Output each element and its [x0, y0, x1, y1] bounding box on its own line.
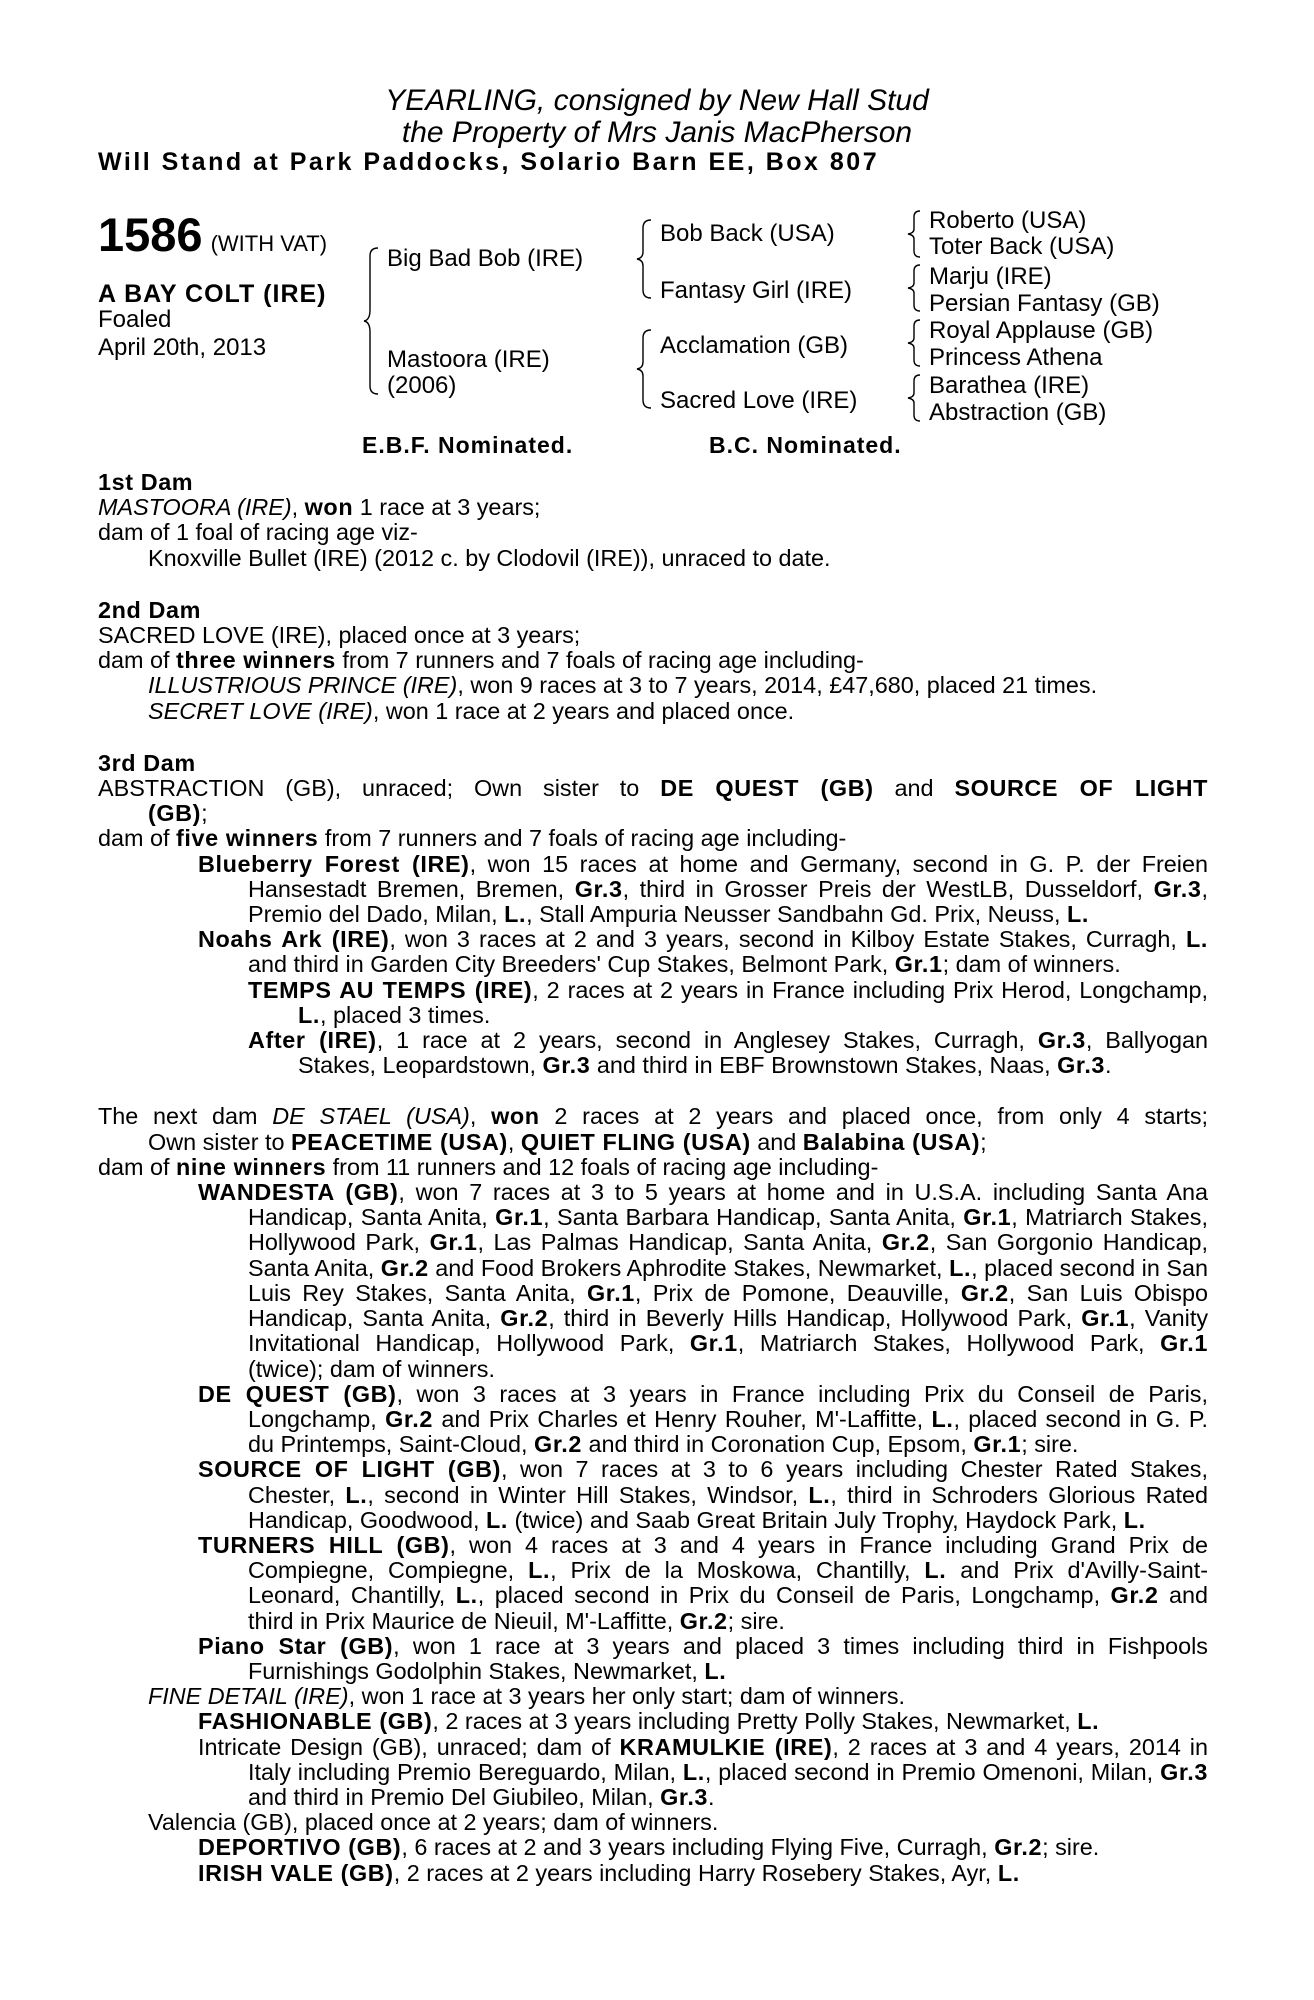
text: , 6 races at 2 and 3 years including Flying Five, Curragh, [401, 1834, 995, 1861]
text: Hollywood Park, [900, 1305, 1082, 1332]
text: , San Luis Obispo Handicap, Santa Anita, [248, 1279, 1209, 1332]
text: and Food Brokers Aphrodite Stakes, Newmarket, [428, 1254, 950, 1281]
text: , Stall Ampuria Neusser Sandbahn Gd. Prix, Neuss, [526, 901, 1067, 928]
text: , Las Palmas Handicap, Santa Anita, [477, 1229, 882, 1256]
winners-count: nine winners [176, 1153, 327, 1180]
next-dam-line-2 [98, 1130, 1208, 1155]
grade: L. [808, 1481, 831, 1508]
horse-name: IRISH VALE (GB) [198, 1859, 394, 1886]
grade: Gr.3 [1160, 1758, 1208, 1785]
grade: L. [455, 1582, 478, 1609]
text: , Matriarch [737, 1330, 858, 1357]
entry-turners-hill [98, 1533, 1208, 1634]
horse-name: Balabina (USA) [802, 1128, 981, 1155]
grade: Gr.2 [1110, 1582, 1159, 1609]
text: Chester, [248, 1481, 346, 1508]
pedigree-sire: Big Bad Bob (IRE) [387, 245, 584, 272]
text: , won 15 races at home and Germany, second in G. P. der Freien [469, 850, 1208, 877]
text: Leonard, Chantilly, [248, 1582, 456, 1609]
text: from 7 runners and 7 foals of racing age including- [335, 647, 864, 674]
pedigree-brace-gen3-1 [906, 209, 924, 259]
text: , [507, 1128, 521, 1155]
text: Hansestadt Bremen, Bremen, [248, 875, 575, 902]
horse-name: Noahs Ark (IRE) [198, 926, 390, 953]
horse-name: PEACETIME (USA) [290, 1128, 508, 1155]
text: , won 3 races at 3 years in France including Prix du Conseil de Paris, [396, 1380, 1208, 1407]
text: , won 3 races at 2 and 3 years, second in Kilboy Estate Stakes, Curragh, [389, 926, 1177, 953]
entry-irish-vale [98, 1861, 1208, 1886]
horse-name: TEMPS AU TEMPS (IRE) [248, 976, 533, 1003]
lot-number-value: 1586 [98, 208, 203, 261]
pedigree-dam-year: (2006) [387, 372, 457, 399]
text: , third in Grosser Preis der WestLB, Dusseldorf, [622, 875, 1144, 902]
text: and Prix d'Avilly-Saint- [946, 1557, 1208, 1584]
next-dam-produce-heading [98, 1155, 1208, 1180]
text: , San Gorgonio [929, 1229, 1094, 1256]
horse-name: QUIET FLING (USA) [520, 1128, 751, 1155]
text: , won 7 races at 3 to 5 years at home and in U.S.A. including Santa Ana [398, 1179, 1208, 1206]
grade: Gr.3 [1153, 875, 1202, 902]
pedigree-dam: Mastoora (IRE) [387, 346, 550, 373]
text: , [971, 1254, 978, 1281]
text: ; sire. [1042, 1834, 1100, 1861]
won-label: won [491, 1103, 540, 1130]
text: ; sire. [727, 1607, 785, 1634]
lot-number [98, 207, 327, 262]
grade: Gr.1 [1160, 1330, 1208, 1357]
grade: Gr.1 [689, 1330, 738, 1357]
horse-name: Piano Star (GB) [198, 1632, 394, 1659]
horse-name: SOURCE OF LIGHT [954, 775, 1208, 802]
grade: Gr.3 [1057, 1052, 1106, 1079]
grade: L. [1077, 1708, 1100, 1735]
text: ; [201, 800, 208, 827]
lot-name: A BAY COLT (IRE) [98, 280, 327, 308]
grade: L. [1123, 1506, 1146, 1533]
horse-name: DEPORTIVO (GB) [198, 1834, 402, 1861]
text: dam of [98, 1153, 177, 1180]
text: ; [980, 1128, 987, 1155]
text: 1 race at 3 years; [353, 494, 541, 521]
grade: L. [1185, 926, 1208, 953]
header-location: Will Stand at Park Paddocks, Solario Barn EE, Box 807 [98, 148, 880, 176]
grade: L. [704, 1657, 727, 1684]
grade: Gr.3 [1037, 1027, 1086, 1054]
text: , second in Winter Hill Stakes, Windsor, [367, 1481, 809, 1508]
text: and third in EBF Brownstown Stakes, Naas, [590, 1052, 1058, 1079]
grade: Gr.3 [542, 1052, 591, 1079]
entry-deportivo [98, 1835, 1208, 1860]
text: Stakes, Hollywood Park, [872, 1330, 1161, 1357]
text: and Prix Charles et Henry Rouher, M'-Laffitte, [433, 1405, 932, 1432]
horse-name: After (IRE) [248, 1027, 377, 1054]
pedigree-brace-gen1 [362, 246, 382, 396]
horse-name: Blueberry Forest (IRE) [198, 850, 470, 877]
grade: Gr.2 [534, 1431, 582, 1458]
text: , third in Schroders Glorious Rated [830, 1481, 1208, 1508]
text: Intricate Design (GB), unraced; dam of [198, 1733, 620, 1760]
entry-source-of-light [98, 1457, 1208, 1533]
entry-piano-star [98, 1634, 1208, 1684]
second-dam-produce-2 [98, 699, 1208, 724]
text: 2 races at 2 years and placed once, from only 4 starts; [539, 1103, 1209, 1130]
catalogue-body [98, 470, 1208, 1886]
third-dam-produce-heading [98, 826, 1208, 851]
text: and [873, 775, 955, 802]
grade: Gr.2 [994, 1834, 1043, 1861]
grade: Gr.2 [380, 1254, 429, 1281]
grade: L. [528, 1557, 551, 1584]
grade: Gr.2 [679, 1607, 728, 1634]
grade: L. [504, 901, 527, 928]
horse-name: FASHIONABLE (GB) [198, 1708, 433, 1735]
spacer [98, 724, 1208, 751]
grade: L. [298, 1001, 320, 1028]
grade: Gr.1 [586, 1279, 635, 1306]
text: from 11 runners and 12 foals of racing age including- [326, 1153, 879, 1180]
first-dam-name: MASTOORA (IRE) [98, 494, 292, 521]
second-dam-produce-1 [98, 673, 1208, 698]
pedigree-ddd: Abstraction (GB) [929, 399, 1107, 426]
text: , Prix de la Moskowa, Chantilly, [550, 1557, 925, 1584]
grade: Gr.1 [429, 1229, 478, 1256]
pedigree-dss: Royal Applause (GB) [929, 317, 1154, 344]
spacer [98, 571, 1208, 598]
first-dam-line [98, 495, 1208, 520]
text: ; sire. [1021, 1431, 1079, 1458]
grade: Gr.1 [973, 1431, 1022, 1458]
text: and [750, 1128, 803, 1155]
pedigree-brace-gen3-3 [906, 318, 924, 368]
horse-name: TURNERS HILL (GB) [198, 1531, 450, 1558]
text: Own sister to [148, 1128, 291, 1155]
entry-valencia: Valencia (GB), placed once at 2 years; dam of winners. [148, 1809, 719, 1836]
text: The next dam [98, 1103, 273, 1130]
grade: L. [949, 1254, 972, 1281]
text: 2014 in Italy including Premio Bereguardo, Milan, [248, 1733, 1208, 1785]
entry-de-quest [98, 1382, 1208, 1458]
pedigree-dam-sire: Acclamation (GB) [660, 332, 849, 359]
horse-name: ILLUSTRIOUS PRINCE (IRE) [148, 672, 458, 699]
grade: Gr.2 [385, 1405, 433, 1432]
text: , placed second in G. [953, 1405, 1181, 1432]
text: , Santa Barbara Handicap, Santa Anita, [543, 1204, 964, 1231]
text: third in Prix Maurice de Nieuil, M'-Laffitte, [248, 1607, 680, 1634]
grade: L. [1066, 901, 1089, 928]
grade: Gr.1 [495, 1204, 544, 1231]
entry-blueberry-forest [98, 852, 1208, 928]
text: , [469, 1103, 492, 1130]
text: , placed second in Premio [704, 1758, 976, 1785]
pedigree-ssd: Toter Back (USA) [929, 233, 1115, 260]
text: , won 4 races at 3 and 4 years in France including Grand Prix de [449, 1531, 1208, 1558]
text: Handicap, Santa Anita, [248, 1229, 1209, 1281]
text: Stakes, Hollywood Park, [248, 1204, 1208, 1256]
text: (twice) and Saab Great Britain July Trophy, Haydock Park, [507, 1506, 1124, 1533]
text: , placed 3 times. [320, 1001, 491, 1028]
header-property: the Property of Mrs Janis MacPherson [401, 116, 913, 149]
text: , Vanity Invitational Handicap, Hollywood Park, [248, 1305, 1209, 1357]
pedigree-dsd: Princess Athena [929, 344, 1103, 371]
text: and third in Premio Del Giubileo, Milan, [248, 1783, 661, 1810]
text: , 2 races at 3 years including Pretty Polly Stakes, Newmarket, [432, 1708, 1078, 1735]
grade: Gr.2 [881, 1229, 930, 1256]
text: Stakes, Leopardstown, [298, 1052, 543, 1079]
text: , 1 race at 2 years, second in Anglesey Stakes, Curragh, [376, 1027, 1038, 1054]
horse-name: SECRET LOVE (IRE) [148, 697, 373, 724]
second-dam-heading: 2nd Dam [98, 596, 201, 623]
entry-after [98, 1028, 1208, 1078]
text: Furnishings Godolphin Stakes, Newmarket, [248, 1657, 705, 1684]
text: , won 1 race at 2 years and placed once. [372, 697, 795, 724]
text: , 2 races at 2 years in France including Prix Herod, [532, 976, 1072, 1003]
grade: L. [924, 1557, 947, 1584]
text: , [291, 494, 305, 521]
third-dam-line-1 [98, 776, 1208, 801]
text: Longchamp, [248, 1405, 386, 1432]
winners-count: five winners [176, 825, 319, 852]
grade: Gr.1 [894, 951, 943, 978]
text: , won 1 race at 3 years and placed 3 times including third in Fishpools [393, 1632, 1208, 1659]
text: and [1158, 1582, 1208, 1609]
grade: Gr.3 [574, 875, 623, 902]
foaled-date: April 20th, 2013 [98, 334, 267, 361]
pedigree-brace-gen3-2 [906, 263, 924, 313]
text: ABSTRACTION (GB), unraced; Own sister to [98, 775, 661, 802]
grade: Gr.2 [500, 1305, 549, 1332]
text: dam of [98, 647, 177, 674]
grade: L. [997, 1859, 1020, 1886]
entry-temps-au-temps [98, 978, 1208, 1028]
entry-intricate-design [98, 1735, 1208, 1811]
text: . [1105, 1052, 1112, 1079]
text: Handicap, Santa Anita, [248, 1204, 496, 1231]
second-dam-produce-heading [98, 648, 1208, 673]
grade: Gr.1 [963, 1204, 1012, 1231]
text: and third in Coronation Cup, Epsom, [581, 1431, 974, 1458]
text: and third in Garden City Breeders' Cup Stakes, Belmont Park, [248, 951, 895, 978]
ebf-nominated: E.B.F. Nominated. [362, 432, 574, 458]
winners-count: three winners [176, 647, 336, 674]
header-consignor: YEARLING, consigned by New Hall Stud [385, 84, 929, 117]
pedigree-brace-gen3-4 [906, 373, 924, 423]
pedigree-brace-dam [635, 328, 655, 410]
pedigree-dds: Barathea (IRE) [929, 372, 1090, 399]
text: Omenoni, Milan, [982, 1758, 1161, 1785]
pedigree-dam-dam: Sacred Love (IRE) [660, 387, 858, 414]
pedigree-sss: Roberto (USA) [929, 207, 1087, 234]
next-dam-line-1 [98, 1104, 1208, 1129]
text: from 7 runners and 7 foals of racing age including- [318, 825, 847, 852]
entry-wandesta [98, 1180, 1208, 1382]
horse-name: SOURCE OF LIGHT (GB) [198, 1456, 502, 1483]
text: , Prix de Pomone, Deauville, [634, 1279, 950, 1306]
horse-name: FINE DETAIL (IRE) [148, 1683, 349, 1710]
won-label: won [304, 494, 354, 521]
grade: L. [682, 1758, 705, 1785]
third-dam-heading: 3rd Dam [98, 749, 196, 776]
grade: Gr.1 [1081, 1305, 1130, 1332]
text: , Premio del Dado, Milan, [248, 875, 1208, 928]
first-dam-produce-heading: dam of 1 foal of racing age viz- [98, 519, 418, 546]
text: , Matriarch [1011, 1204, 1123, 1231]
first-dam-produce-1: Knoxville Bullet (IRE) (2012 c. by Clodovil (IRE)), unraced to date. [148, 544, 831, 571]
pedigree-sdd: Persian Fantasy (GB) [929, 290, 1160, 317]
text: , placed second in Prix du Conseil de Paris, Longchamp, [477, 1582, 1111, 1609]
lot-vat: (WITH VAT) [210, 231, 328, 256]
text: Handicap, Goodwood, [248, 1506, 486, 1533]
text: Longchamp, [1079, 976, 1209, 1003]
text: (twice); dam of winners. [248, 1355, 495, 1382]
horse-name: DE QUEST (GB) [660, 775, 874, 802]
grade: Gr.2 [960, 1279, 1009, 1306]
pedigree-brace-sire [635, 218, 655, 300]
grade: L. [931, 1405, 954, 1432]
entry-fine-detail [98, 1684, 1208, 1709]
horse-name: DE STAEL (USA) [272, 1103, 470, 1130]
text: dam of [98, 825, 177, 852]
text: Compiegne, Compiegne, [248, 1557, 529, 1584]
text: , third in Beverly Hills Handicap, [548, 1305, 892, 1332]
pedigree-sire-sire: Bob Back (USA) [660, 220, 835, 247]
third-dam-line-2 [98, 801, 1208, 826]
text: placed second in San Luis Rey Stakes, Santa Anita, [248, 1254, 1209, 1306]
first-dam-heading: 1st Dam [98, 469, 194, 495]
grade: Gr.3 [660, 1783, 709, 1810]
horse-name: (GB) [148, 800, 202, 827]
text: ; dam of winners. [942, 951, 1121, 978]
bc-nominated: B.C. Nominated. [709, 432, 902, 458]
grade: L. [485, 1506, 508, 1533]
text: , won 9 races at 3 to 7 years, 2014, £47,680, placed 21 times. [457, 672, 1098, 699]
foaled-label: Foaled [98, 306, 172, 333]
entry-noahs-ark [98, 927, 1208, 977]
entry-fashionable [98, 1709, 1208, 1734]
spacer [98, 1078, 1208, 1104]
text: , won 7 races at 3 to 6 years including Chester Rated Stakes, [501, 1456, 1208, 1483]
text: , won 1 race at 3 years her only start; dam of winners. [348, 1683, 906, 1710]
text: , 2 races at 3 and 4 years, [832, 1733, 1120, 1760]
text: . [708, 1783, 715, 1810]
grade: L. [345, 1481, 368, 1508]
text: , Ballyogan [1085, 1027, 1208, 1054]
text: P. du Printemps, Saint-Cloud, [248, 1405, 1208, 1458]
horse-name: KRAMULKIE (IRE) [619, 1733, 833, 1760]
text: , 2 races at 2 years including Harry Rosebery Stakes, Ayr, [393, 1859, 998, 1886]
pedigree-sds: Marju (IRE) [929, 263, 1052, 290]
pedigree-sire-dam: Fantasy Girl (IRE) [660, 277, 853, 304]
second-dam-line: SACRED LOVE (IRE), placed once at 3 years; [98, 622, 581, 649]
horse-name: DE QUEST (GB) [198, 1380, 397, 1407]
horse-name: WANDESTA (GB) [198, 1179, 399, 1206]
